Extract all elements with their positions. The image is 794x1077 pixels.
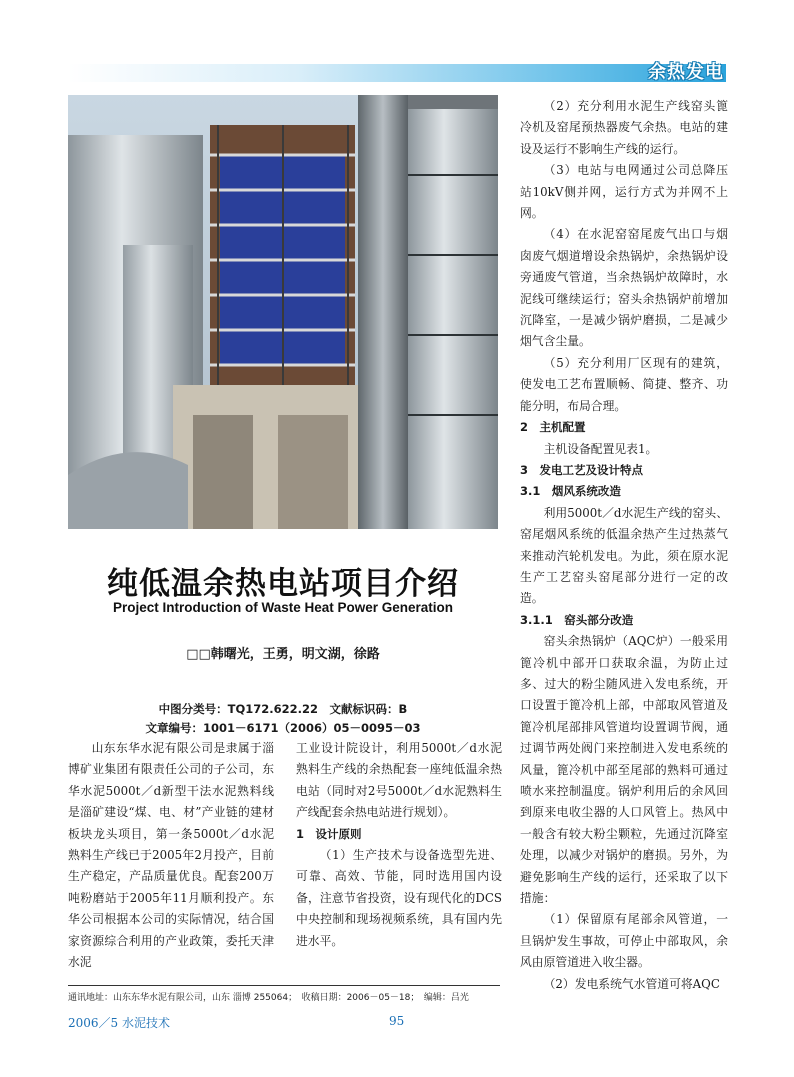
paragraph: （5）充分利用厂区现有的建筑，使发电工艺布置顺畅、简捷、整齐、功能分明，布局合理。 bbox=[520, 355, 728, 413]
subsection-heading: 3.1 烟风系统改造 bbox=[520, 484, 621, 499]
footnote-divider bbox=[68, 985, 500, 986]
paragraph: （1）生产技术与设备选型先进、可靠、高效、节能，同时选用国内设备，注意节省投资，设有现代化的DCS中央控制和现场视频系统，具有国内先进水平。 bbox=[296, 848, 502, 948]
column-1 bbox=[68, 738, 274, 973]
section-heading: 2 主机配置 bbox=[520, 420, 586, 435]
paragraph: 主机设备配置见表1。 bbox=[543, 441, 658, 456]
article-id-line: 文章编号：1001－6171（2006）05－0095－03 bbox=[145, 721, 421, 735]
page-number: 95 bbox=[389, 1014, 405, 1028]
subsection-heading: 3.1.1 窑头部分改造 bbox=[520, 612, 634, 627]
paragraph: （2）发电系统气水管道可将AQC bbox=[543, 976, 720, 991]
footnote: 通讯地址：山东东华水泥有限公司，山东 淄博 255064； 收稿日期：2006－05－18； 编辑：吕光 bbox=[68, 993, 469, 1003]
paragraph: 利用5000t／d水泥生产线的窑头、窑尾烟风系统的低温余热产生过热蒸气来推动汽轮机发电。为此，须在原水泥生产工艺窑头窑尾部分进行一定的改造。 bbox=[520, 505, 728, 606]
article-title-cn: 纯低温余热电站项目介绍 bbox=[107, 566, 459, 602]
paragraph: 工业设计院设计，利用5000t／d水泥熟料生产线的余热配套一座纯低温余热电站（同时对2号5000t／d水泥熟料生产线配套余热电站进行规划）。 bbox=[296, 741, 502, 820]
journal-issue: 2006／5 水泥技术 bbox=[68, 1016, 170, 1030]
classification-line: 中图分类号：TQ172.622.22 文献标识码：B bbox=[158, 702, 408, 716]
paragraph: 窑头余热锅炉（AQC炉）一般采用篦冷机中部开口获取余温，为防止过多、过大的粉尘随风进入发电系统，开口设置于篦冷机上部，中部取风管道及篦冷机尾部排风管道均设置调节阀，通过调节两处阀门来控制进入发电系统的风量，篦冷机中部至尾部的熟料可通过喷水来控制温度。锅炉利用后的余风回到原来电收尘器的人口风管上。热风中一般含有较大粉尘颗粒，先通过沉降室处理，以减少对锅炉的磨损。另外，为避免影响生产线的运行，还采取了以下措施： bbox=[520, 634, 728, 906]
paragraph: （1）保留原有尾部余风管道，一旦锅炉发生事故，可停止中部取风，余风由原管道进入收尘器。 bbox=[520, 912, 728, 970]
paragraph: （4）在水泥窑窑尾废气出口与烟囱废气烟道增设余热锅炉，余热锅炉设旁通废气管道，当余热锅炉故障时，水泥线可继续运行；窑头余热锅炉前增加沉降室，一是减少锅炉磨损，二是减少烟气含尘量。 bbox=[520, 227, 728, 349]
article-title-en: Project Introduction of Waste Heat Power Generation bbox=[112, 600, 454, 615]
header-band bbox=[68, 64, 726, 82]
section-heading: 3 发电工艺及设计特点 bbox=[520, 462, 644, 477]
paragraph: （3）电站与电网通过公司总降压站10kV侧并网，运行方式为并网不上网。 bbox=[520, 163, 728, 221]
column-2 bbox=[296, 738, 502, 952]
column-3 bbox=[520, 96, 728, 995]
power-plant-photo bbox=[68, 95, 498, 529]
paragraph: 山东东华水泥有限公司是隶属于淄博矿业集团有限责任公司的子公司，东华水泥5000t／d新型干法水泥熟料线是淄矿建设“煤、电、材”产业链的建材板块龙头项目，第一条5000t／d水泥熟料生产线已于2005年2月投产，目前生产稳定，产品质量优良。配套200万吨粉磨站于2005年11月顺利投产。东华公司根据本公司的实际情况，结合国家资源综合利用的产业政策，委托天津水泥 bbox=[68, 741, 274, 970]
section-heading: 1 设计原则 bbox=[296, 826, 362, 841]
section-tag: 余热发电 bbox=[648, 62, 724, 83]
author-list: □□韩曙光，王勇，明文湖，徐路 bbox=[186, 647, 380, 662]
paragraph: （2）充分利用水泥生产线窑头篦冷机及窑尾预热器废气余热。电站的建设及运行不影响生产线的运行。 bbox=[520, 99, 728, 156]
